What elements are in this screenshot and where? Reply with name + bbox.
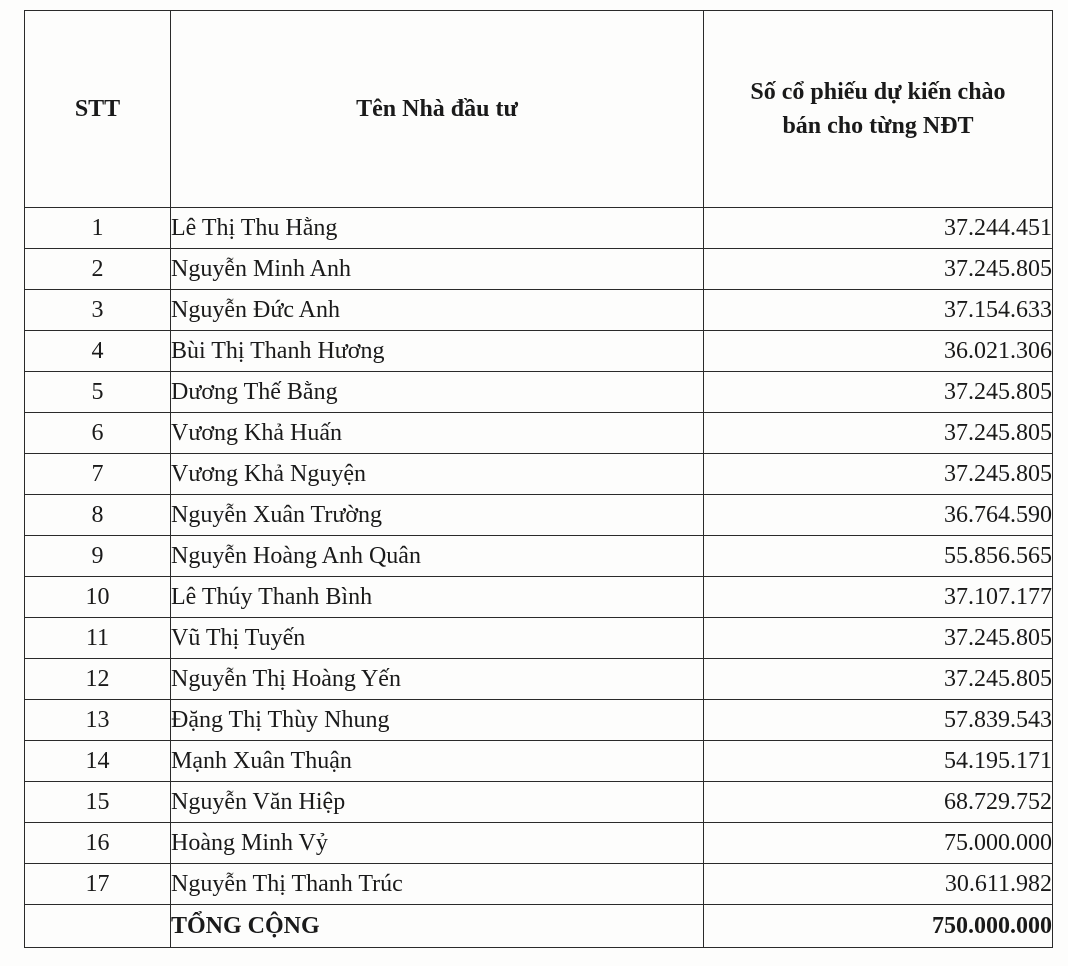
investor-name-cell: Nguyễn Đức Anh [171, 290, 704, 331]
investor-name-cell: Vương Khả Nguyện [171, 454, 704, 495]
table-row [25, 331, 1053, 372]
shares-cell: 37.245.805 [704, 454, 1053, 495]
table-header-row [25, 11, 1053, 208]
shares-cell: 36.021.306 [704, 331, 1053, 372]
shares-cell: 75.000.000 [704, 823, 1053, 864]
table-row [25, 782, 1053, 823]
table-row [25, 864, 1053, 905]
shares-cell: 37.245.805 [704, 413, 1053, 454]
stt-cell: 15 [25, 782, 171, 823]
shares-cell: 37.107.177 [704, 577, 1053, 618]
investor-name-cell: Đặng Thị Thùy Nhung [171, 700, 704, 741]
total-label: TỔNG CỘNG [171, 905, 704, 948]
shares-cell: 36.764.590 [704, 495, 1053, 536]
investor-name-cell: Hoàng Minh Vỷ [171, 823, 704, 864]
header-stt: STT [25, 11, 171, 208]
investor-share-table [24, 10, 1053, 948]
investor-name-cell: Nguyễn Thị Hoàng Yến [171, 659, 704, 700]
header-shares-line-1: Số cổ phiếu dự kiến chào [750, 79, 1006, 105]
shares-cell: 54.195.171 [704, 741, 1053, 782]
investor-name-cell: Lê Thúy Thanh Bình [171, 577, 704, 618]
total-row [25, 905, 1053, 948]
investor-name-cell: Bùi Thị Thanh Hương [171, 331, 704, 372]
table-row [25, 741, 1053, 782]
shares-cell: 30.611.982 [704, 864, 1053, 905]
investor-name-cell: Nguyễn Hoàng Anh Quân [171, 536, 704, 577]
investor-name-cell: Lê Thị Thu Hằng [171, 208, 704, 249]
table-body [25, 208, 1053, 948]
shares-cell: 37.245.805 [704, 372, 1053, 413]
stt-cell: 10 [25, 577, 171, 618]
stt-cell: 14 [25, 741, 171, 782]
stt-cell: 4 [25, 331, 171, 372]
shares-cell: 37.245.805 [704, 618, 1053, 659]
stt-cell: 11 [25, 618, 171, 659]
shares-cell: 68.729.752 [704, 782, 1053, 823]
table-row [25, 823, 1053, 864]
investor-name-cell: Nguyễn Văn Hiệp [171, 782, 704, 823]
shares-cell: 37.244.451 [704, 208, 1053, 249]
stt-cell: 9 [25, 536, 171, 577]
header-shares [704, 11, 1053, 208]
table-row [25, 495, 1053, 536]
table-row [25, 454, 1053, 495]
shares-cell: 37.245.805 [704, 659, 1053, 700]
investor-name-cell: Vũ Thị Tuyến [171, 618, 704, 659]
shares-cell: 57.839.543 [704, 700, 1053, 741]
investor-name-cell: Nguyễn Xuân Trường [171, 495, 704, 536]
stt-cell: 7 [25, 454, 171, 495]
stt-cell: 5 [25, 372, 171, 413]
stt-cell: 17 [25, 864, 171, 905]
shares-cell: 37.245.805 [704, 249, 1053, 290]
investor-name-cell: Nguyễn Thị Thanh Trúc [171, 864, 704, 905]
stt-cell: 13 [25, 700, 171, 741]
investor-name-cell: Vương Khả Huấn [171, 413, 704, 454]
total-stt-cell [25, 905, 171, 948]
stt-cell: 12 [25, 659, 171, 700]
total-shares: 750.000.000 [704, 905, 1053, 948]
stt-cell: 6 [25, 413, 171, 454]
table-row [25, 413, 1053, 454]
shares-cell: 55.856.565 [704, 536, 1053, 577]
stt-cell: 1 [25, 208, 171, 249]
stt-cell: 8 [25, 495, 171, 536]
table-row [25, 536, 1053, 577]
table-row [25, 249, 1053, 290]
table-row [25, 208, 1053, 249]
table-row [25, 577, 1053, 618]
header-investor-name: Tên Nhà đầu tư [171, 11, 704, 208]
investor-name-cell: Nguyễn Minh Anh [171, 249, 704, 290]
table-row [25, 290, 1053, 331]
stt-cell: 3 [25, 290, 171, 331]
investor-name-cell: Dương Thế Bằng [171, 372, 704, 413]
header-shares-line-2: bán cho từng NĐT [782, 113, 974, 139]
investor-name-cell: Mạnh Xuân Thuận [171, 741, 704, 782]
table-row [25, 700, 1053, 741]
table-row [25, 659, 1053, 700]
stt-cell: 16 [25, 823, 171, 864]
table-row [25, 372, 1053, 413]
shares-cell: 37.154.633 [704, 290, 1053, 331]
stt-cell: 2 [25, 249, 171, 290]
table-row [25, 618, 1053, 659]
